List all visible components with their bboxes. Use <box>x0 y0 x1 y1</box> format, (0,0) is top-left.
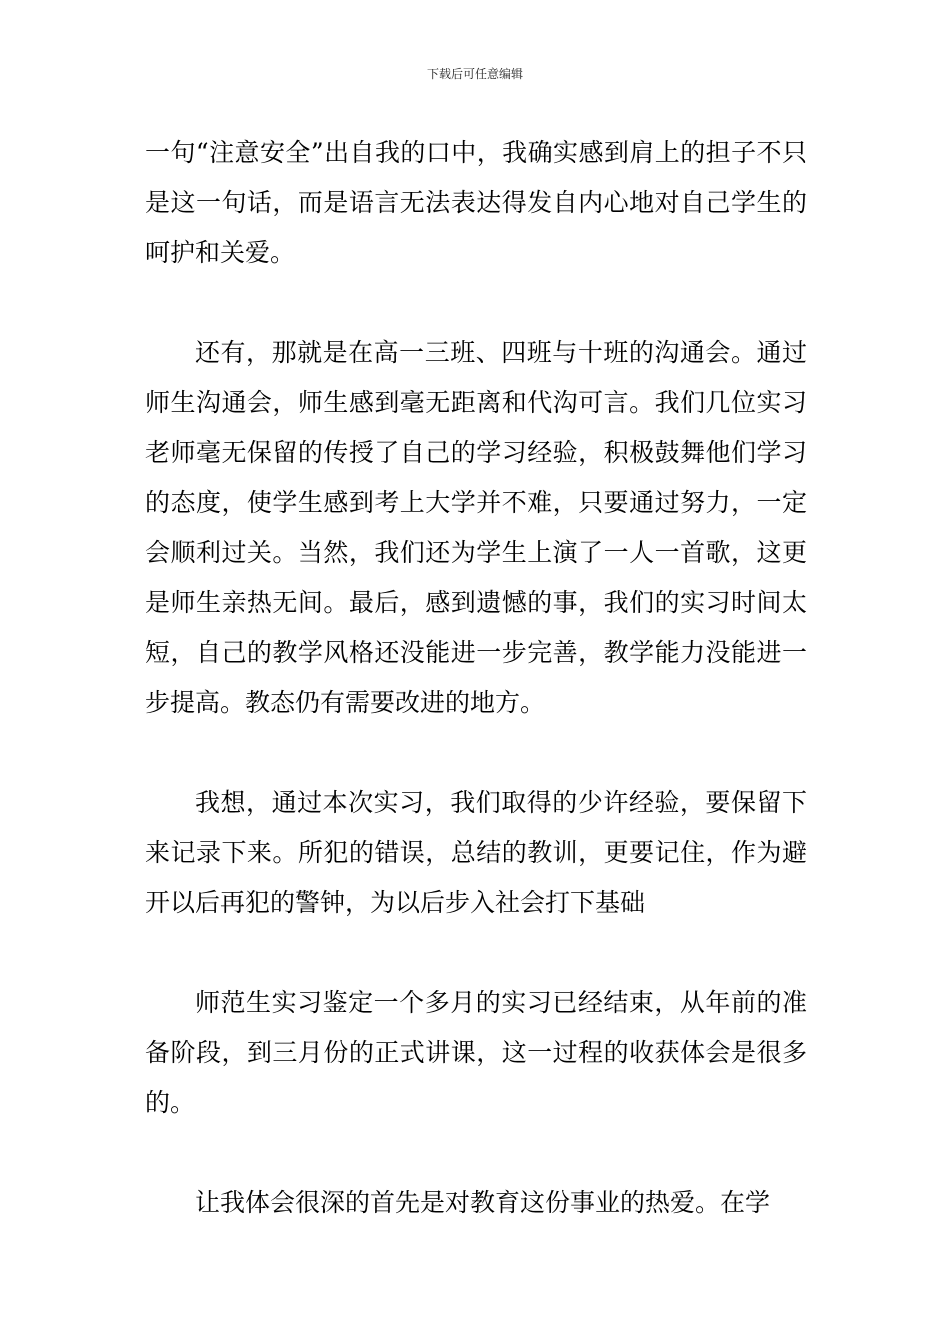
paragraph-3: 我想，通过本次实习，我们取得的少许经验，要保留下来记录下来。所犯的错误，总结的教训，更要记住，作为避开以后再犯的警钟，为以后步入社会打下基础 <box>145 788 807 917</box>
paragraph-1: 一句“注意安全”出自我的口中，我确实感到肩上的担子不只是这一句话，而是语言无法表达得发自内心地对自己学生的呵护和关爱。 <box>145 138 807 267</box>
paragraph-4: 师范生实习鉴定一个多月的实习已经结束，从年前的准备阶段，到三月份的正式讲课，这一过程的收获体会是很多的。 <box>145 988 807 1117</box>
paragraph-5: 让我体会很深的首先是对教育这份事业的热爱。在学 <box>195 1188 771 1217</box>
document-body <box>145 128 807 1228</box>
page-header: 下载后可任意编辑 <box>426 67 523 81</box>
paragraph-2: 还有，那就是在高一三班、四班与十班的沟通会。通过师生沟通会，师生感到毫无距离和代沟可言。我们几位实习老师毫无保留的传授了自己的学习经验，积极鼓舞他们学习的态度，使学生感到考上大学并不难，只要通过努力，一定会顺利过关。当然，我们还为学生上演了一人一首歌，这更是师生亲热无间。最后，感到遗憾的事，我们的实习时间太短，自己的教学风格还没能进一步完善，教学能力没能进一步提高。教态仍有需要改进的地方。 <box>145 338 807 717</box>
